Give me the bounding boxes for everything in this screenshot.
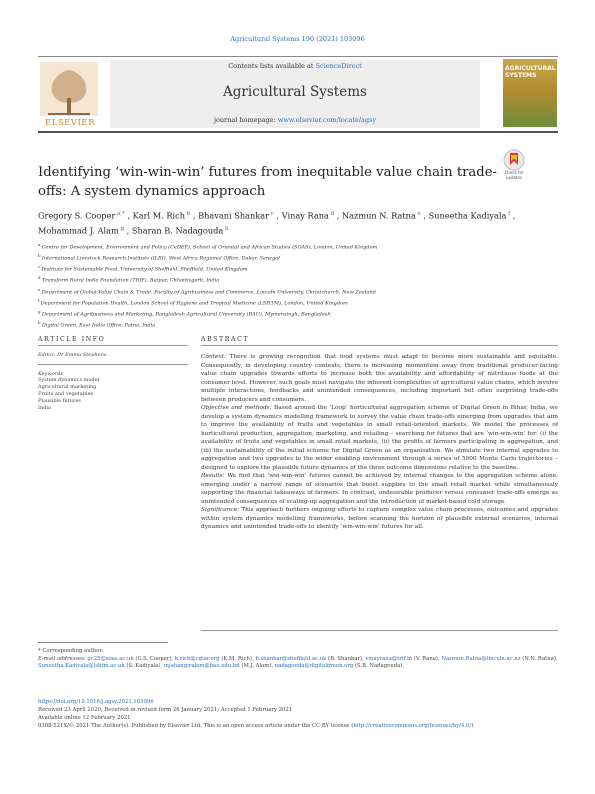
author-name[interactable]: Vinay Rana	[281, 210, 329, 221]
keyword-item: India	[38, 405, 51, 411]
email-addresses	[38, 656, 558, 671]
email-link[interactable]: vinayrana@trif.in	[365, 655, 413, 662]
significance-label: Significance:	[201, 507, 240, 513]
elsevier-tree-logo	[40, 62, 98, 126]
author-affiliation-mark[interactable]: c	[269, 211, 274, 217]
email-owner: (G.S. Cooper),	[133, 655, 175, 662]
methods-label: Objective and methods:	[201, 405, 272, 411]
abstract-results	[201, 472, 558, 506]
email-link[interactable]: k.rich@cgiar.org	[174, 655, 220, 662]
email-owner: (S. Kadiyala),	[124, 663, 164, 670]
footnote-rule	[38, 642, 168, 643]
affiliation-mark: e	[38, 286, 42, 292]
author-name[interactable]: Nazmun N. Ratna	[341, 210, 416, 221]
license-line	[38, 722, 558, 730]
homepage-link[interactable]: www.elsevier.com/locate/agsy	[277, 116, 377, 124]
article-info-panel	[38, 345, 188, 412]
doi-link[interactable]: https://doi.org/10.1016/j.agsy.2021.103096	[38, 699, 154, 705]
author-separator: ,	[124, 210, 133, 221]
article-info-heading: ARTICLE INFO	[38, 336, 106, 343]
author-name[interactable]: Gregory S. Cooper	[38, 210, 116, 221]
author-affiliation-mark[interactable]: e	[415, 211, 421, 217]
affiliation-mark: f	[38, 297, 41, 303]
context-text: There is growing recognition that food systems must adapt to become more sustainable and equitable. Consequently, in developing country contexts, there is increasing momentum away from traditional producer-facing value chain upgrades towards efforts to increase both the availability and affordability of nutritious foods at the consumer level. However, such goals must navigate the inherent complexities of agricultural value chains, which involve multiple interactions, feedbacks and unintended consequences, including important but often surprising trade-offs between producers and consumers.	[201, 354, 558, 403]
corresponding-author-note: * Corresponding author.	[38, 648, 103, 654]
affiliation-text: Department for Population Health, London School of Hygiene and Tropical Medicine (LSHTM), London, United Kingdom	[40, 300, 348, 307]
author-list	[38, 208, 558, 238]
author-separator: ,	[124, 225, 132, 236]
homepage-prefix: journal homepage:	[213, 116, 276, 124]
affiliation-mark: h	[38, 320, 42, 326]
author-name[interactable]: Bhavani Shankar	[198, 210, 270, 221]
context-label: Context:	[201, 354, 226, 360]
affiliation-text: Transform Rural India Foundation (TRIF), Raipur, Chhattisgarh, India	[41, 278, 220, 285]
email-link[interactable]: b.shankar@sheffield.ac.uk	[255, 655, 327, 662]
header-bottom-rule	[38, 131, 558, 133]
affiliation-text: International Livestock Research Institute (ILRI), West Africa Regional Office, Dakar, Senegal	[41, 255, 280, 262]
email-link[interactable]: nadagouda@digitalgreen.org	[274, 663, 354, 670]
affiliation-text: Department of Agribusiness and Marketing, Bangladesh Agricultural University (BAU), Mymensingh, Bangladesh	[41, 311, 331, 318]
license-suffix: ).	[471, 723, 475, 729]
email-link[interactable]: gc25@soas.ac.uk	[87, 655, 134, 662]
homepage-line	[110, 116, 480, 124]
keyword-item: System dynamics model	[38, 377, 100, 383]
contents-line	[110, 62, 480, 70]
received-dates: Received 23 April 2020; Received in revised form 26 January 2021; Accepted 1 February 2021	[38, 707, 293, 713]
author-affiliation-mark[interactable]: a,*	[115, 211, 125, 217]
keywords-list	[38, 377, 188, 412]
license-link[interactable]: http://creativecommons.org/licenses/by/4.0/	[353, 723, 472, 729]
publication-details	[38, 698, 558, 730]
emails-label: E-mail addresses:	[38, 655, 86, 662]
journal-title: Agricultural Systems	[223, 84, 367, 100]
email-owner: (N.N. Ratna),	[520, 655, 558, 662]
journal-reference[interactable]: Agricultural Systems 190 (2021) 103096	[230, 35, 365, 43]
author-name[interactable]: Sharan B. Nadagouda	[131, 225, 224, 236]
author-separator: ,	[190, 210, 199, 221]
keyword-item: Agricultural marketing	[38, 384, 97, 390]
available-online: Available online 12 February 2021	[38, 715, 131, 721]
keyword-item: Plausible futures	[38, 398, 81, 404]
affiliation-item	[38, 286, 558, 297]
author-name[interactable]: Karl M. Rich	[132, 210, 185, 221]
author-affiliation-mark[interactable]: g	[118, 226, 125, 233]
results-text: We find that ‘win-win-win’ futures cannot be achieved by internal changes to the aggregation scheme alone, emerging under a narrow range of scenarios that boost supplies to the small retail market while simultaneously supporting the financial takeaways of farmers. In contrast, undesirable producer versus consumer trade-offs emerge as unintended consequences of scaling-up aggregation and the introduction of market-based cold storage.	[201, 473, 559, 505]
affiliation-item	[38, 274, 558, 285]
author-separator: ,	[334, 210, 342, 221]
affiliation-item	[38, 252, 558, 263]
publisher-logo-text: ELSEVIER	[45, 118, 95, 128]
contents-prefix: Contents lists available at	[228, 62, 314, 70]
author-name[interactable]: Suneetha Kadiyala	[428, 210, 507, 221]
paper-title: Identifying ‘win-win-win’ futures from inequitable value chain trade-offs: A system dynamics approach	[38, 165, 497, 199]
editor-line: Editor: Dr Emma Stephens	[38, 352, 107, 358]
results-label: Results:	[201, 473, 225, 479]
email-owner: (K.M. Rich),	[219, 655, 256, 662]
author-separator: ,	[420, 210, 429, 221]
author-separator: ,	[510, 210, 516, 221]
affiliation-item	[38, 241, 558, 252]
affiliation-mark: g	[38, 308, 42, 314]
keywords-heading: Keywords	[38, 371, 63, 377]
journal-cover-title: AGRICULTURAL SYSTEMS	[505, 65, 556, 79]
abstract-heading: ABSTRACT	[201, 336, 250, 343]
keyword-item: Fruits and vegetables	[38, 391, 94, 397]
author-separator: ,	[273, 210, 282, 221]
footnotes	[38, 648, 558, 671]
author-affiliation-mark[interactable]: b	[184, 211, 191, 217]
email-owner: (B. Shankar),	[326, 655, 366, 662]
affiliation-mark: a	[38, 242, 42, 247]
email-link[interactable]: Nazmun.Ratna@lincoln.ac.nz	[441, 655, 521, 662]
abstract-context	[201, 353, 558, 404]
editor-rule	[38, 364, 188, 365]
email-link[interactable]: Suneetha.Kadiyala@lshtm.ac.uk	[38, 663, 125, 670]
author-name[interactable]: Mohammad J. Alam	[38, 225, 119, 236]
email-owner: (S.B. Nadagouda).	[353, 663, 405, 670]
email-owner: (M.J. Alam),	[239, 663, 275, 670]
sciencedirect-link[interactable]: ScienceDirect	[315, 62, 362, 70]
significance-text: This approach furthers ongoing efforts to capture complex value chain processes, outcomes and upgrades within system dynamics modelling frameworks, before scanning the horizon of plausible external scenarios, internal dynamics and unintended trade-offs to identify ‘win-win-win’ futures for all.	[201, 507, 559, 530]
header-top-rule	[38, 56, 558, 57]
abstract-body	[201, 353, 558, 532]
affiliation-text: Institute for Sustainable Food, University of Sheffield, Sheffield, United Kingdom	[41, 266, 248, 273]
abstract-bottom-rule	[201, 630, 558, 631]
email-owner: (V. Rana),	[412, 655, 442, 662]
author-affiliation-mark[interactable]: d	[328, 211, 335, 217]
methods-text: Based around the ‘Loop’ horticultural aggregation scheme of Digital Green in Bihar, India, we develop a system dynamics modelling framework to survey the value chain trade-offs emerging from upgrades that aim to improve the availability of fruits and vegetables in small retail-oriented markets. We model the processes of horticultural production, aggregation, marketing, and retailing – searching for futures that are ‘win-win-win’ for: (i) the availability of fruits and vegetables in small retail markets, (ii) the profits of farmers participating in aggregation, and (iii) the sustainability of the initial scheme for Digital Green as an organisation. We simulate two internal upgrades to aggregation and two upgrades to the wider enabling environment through a series of 5000 Monte Carlo trajectories – designed to explore the plausible future dynamics of the three outcome dimensions relative to the baseline.	[201, 405, 558, 471]
email-link[interactable]: mjahangiralam@bau.edu.bd	[163, 663, 240, 670]
affiliation-item	[38, 263, 558, 274]
affiliation-text: Digital Green, East India Office, Patna, India	[41, 322, 156, 329]
affiliation-list	[38, 241, 558, 330]
affiliation-mark: d	[38, 275, 42, 281]
affiliation-text: Centre for Development, Environment and Policy (CeDEP), School of Oriental and African Studies (SOAS), London, United Kingdom	[41, 244, 378, 251]
author-affiliation-mark[interactable]: f	[506, 211, 511, 217]
license-prefix: 0308-521X/© 2021 The Author(s). Published by Elsevier Ltd. This is an open access article under the CC BY license (	[38, 723, 354, 729]
abstract-methods	[201, 404, 558, 472]
affiliation-text: Department of Global Value Chain & Trade, Faculty of Agribusiness and Commerce, Lincoln University, Christchurch, New Zealand	[41, 289, 376, 296]
affiliation-item	[38, 297, 558, 308]
crossmark-label[interactable]: Check for updates	[504, 170, 524, 180]
affiliation-mark: c	[38, 264, 42, 270]
abstract-rule	[201, 345, 558, 346]
abstract-significance	[201, 506, 558, 532]
author-affiliation-mark[interactable]: h	[223, 226, 229, 233]
affiliation-mark: b	[38, 253, 42, 259]
affiliation-item	[38, 308, 558, 319]
affiliation-item	[38, 319, 558, 330]
